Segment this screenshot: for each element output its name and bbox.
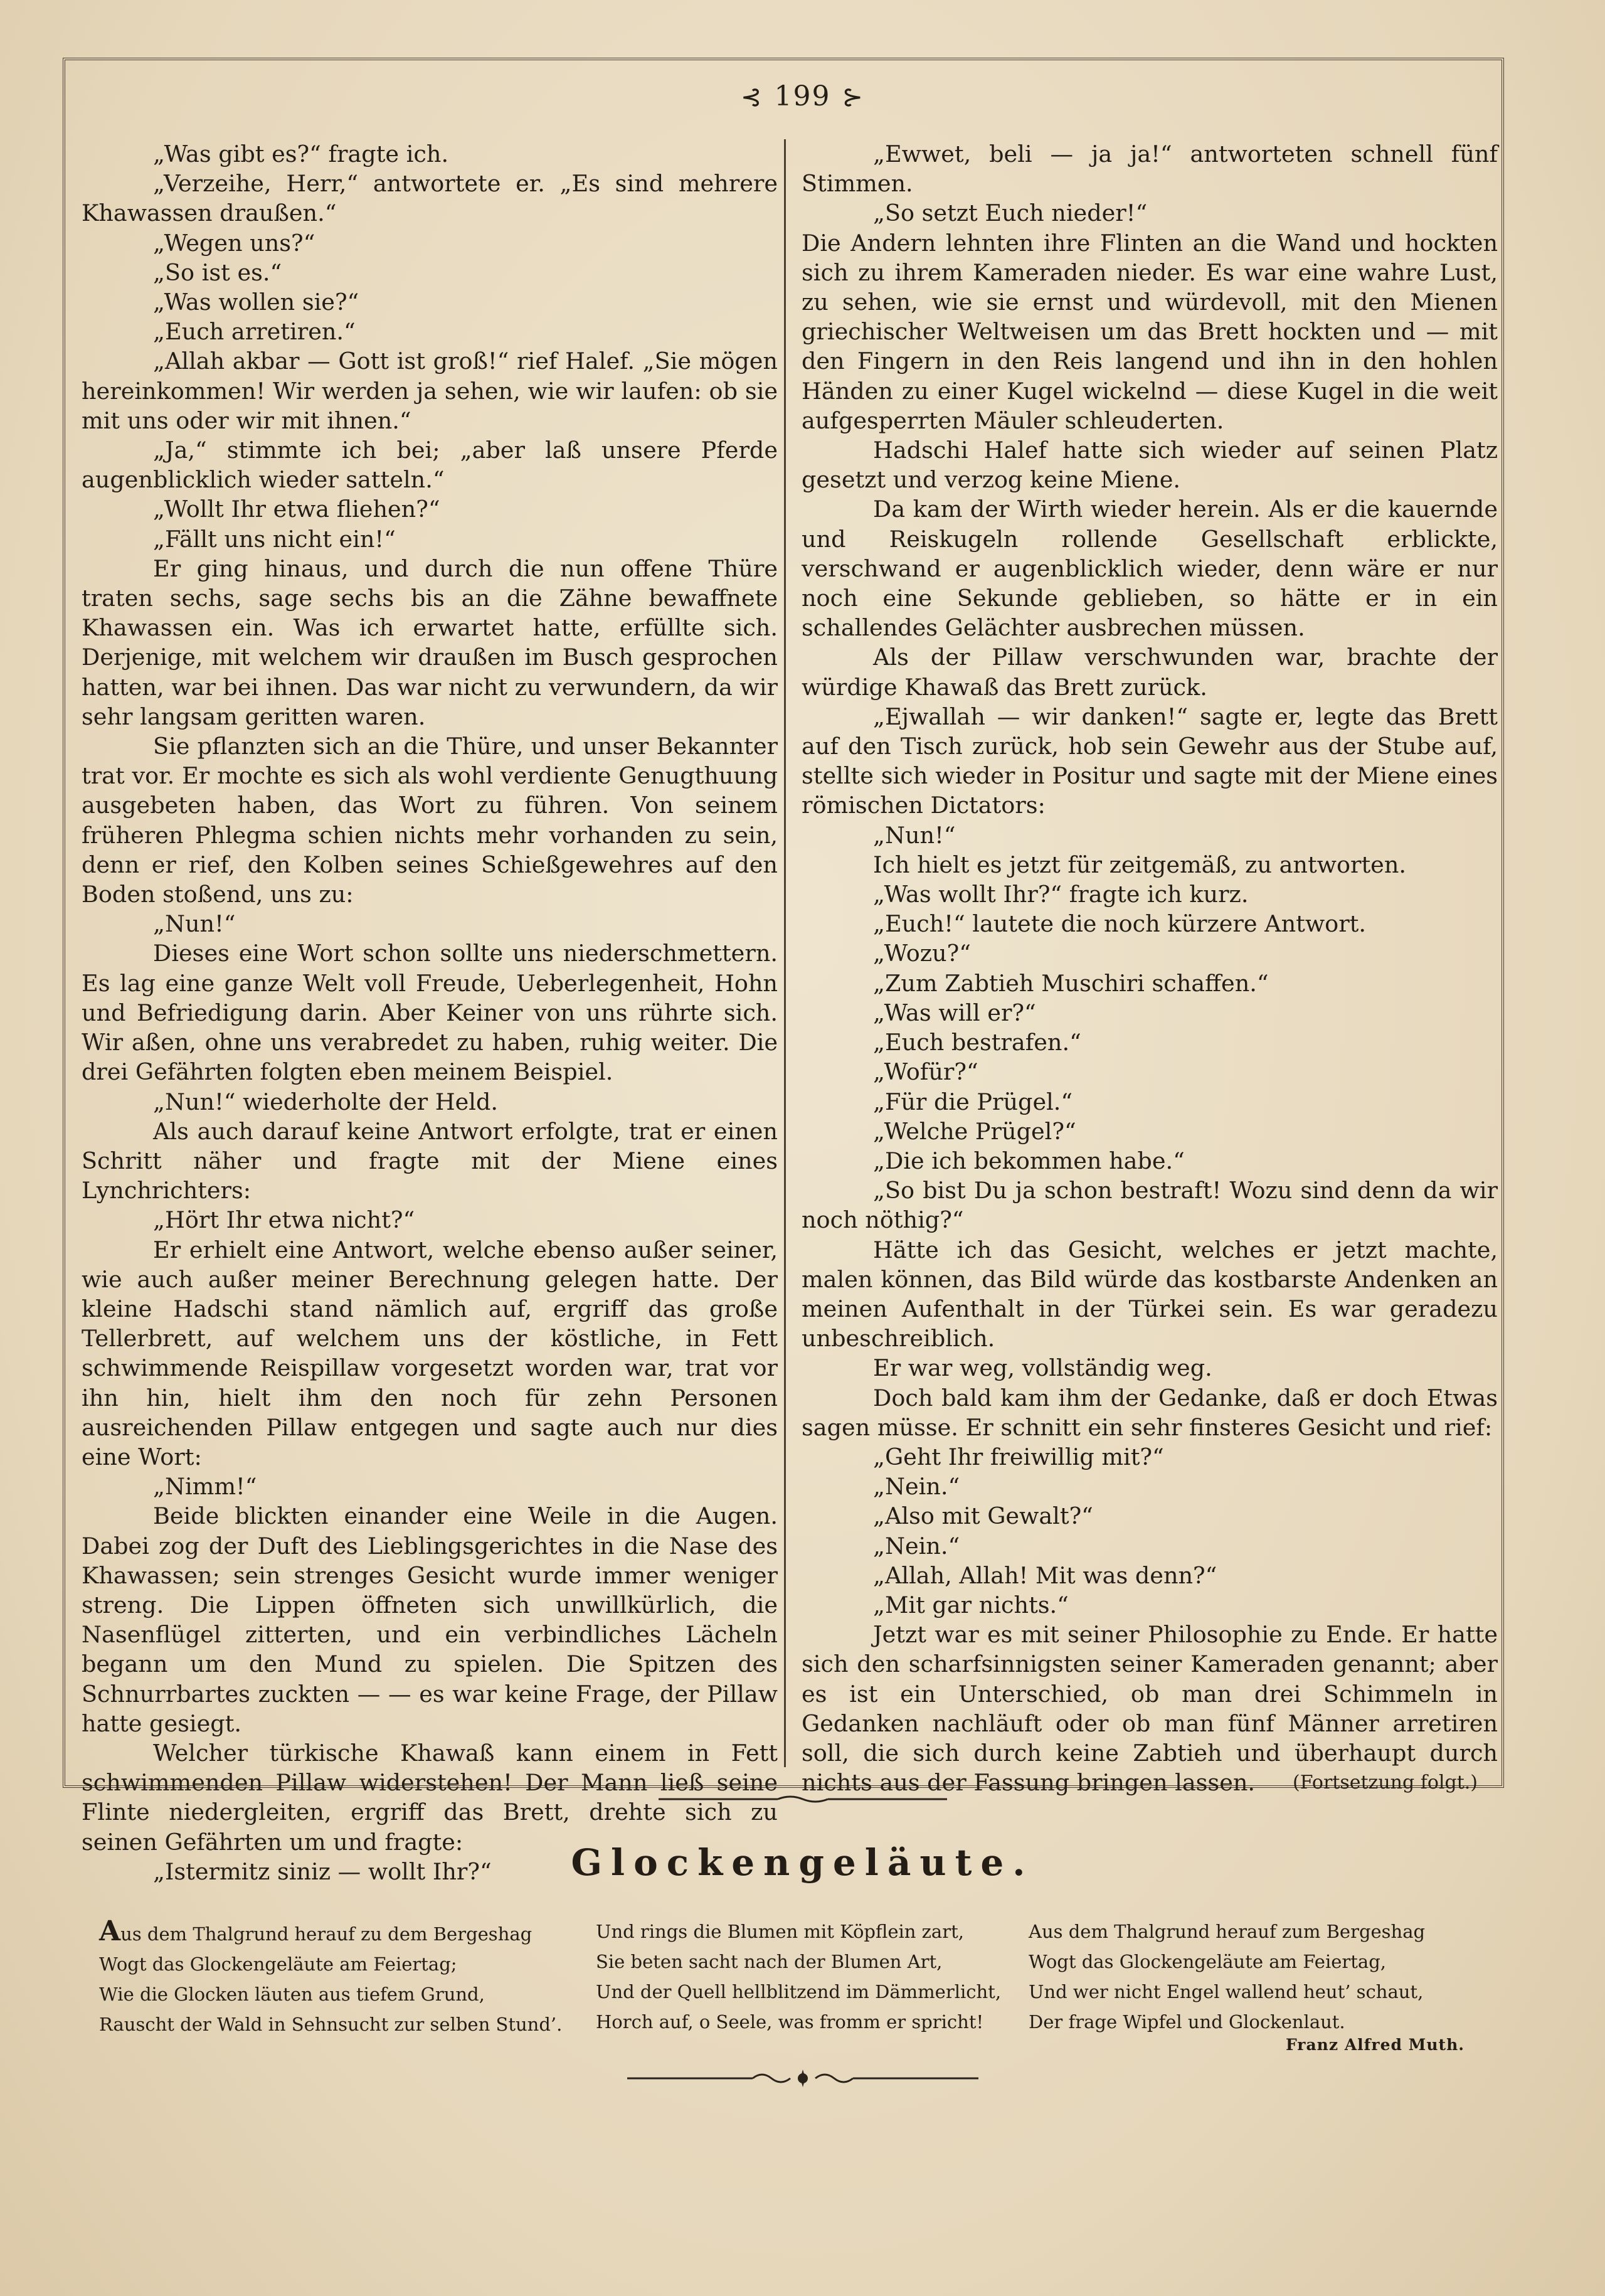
- paragraph: Sie pflanzten sich an die Thüre, und unser Bekannter trat vor. Er mochte es sich als wohl verdiente Genugthuung ausgebeten haben, das Wort zu führen. Von seinem früheren Phlegma schien nichts mehr vorhanden zu sein, denn er rief, den Kolben seines Schießgewehres auf den Boden stoßend, uns zu:: [82, 733, 778, 908]
- paragraph: „Was wollen sie?“: [153, 289, 359, 316]
- poem-line: Wogt das Glockengeläute am Feiertag;: [99, 1953, 457, 1975]
- paragraph: „Euch!“ lautete die noch kürzere Antwort.: [873, 910, 1367, 938]
- paragraph: „Zum Zabtieh Muschiri schaffen.“: [873, 969, 1269, 997]
- paragraph: „Nimm!“: [153, 1473, 257, 1501]
- paragraph: „Allah, Allah! Mit was denn?“: [873, 1561, 1217, 1589]
- paragraph: „Welche Prügel?“: [873, 1117, 1076, 1145]
- poem-line: [99, 1916, 562, 1949]
- poem-line: Wie die Glocken läuten aus tiefem Grund,: [99, 1984, 485, 2005]
- paragraph: Welcher türkische Khawaß kann einem in Fett schwimmenden Pillaw widerstehen! Der Mann ließ seine Flinte niedergleiten, ergriff das Brett, drehte sich zu seinen Gefährten um und fragte:: [82, 1739, 778, 1856]
- paragraph: „Euch arretiren.“: [153, 318, 356, 346]
- paragraph: „Allah akbar — Gott ist groß!“ rief Halef. „Sie mögen hereinkommen! Wir werden ja sehen, wie wir laufen: ob sie mit uns oder wir mit ihnen.“: [82, 348, 778, 434]
- paragraph: „Nein.“: [873, 1473, 960, 1501]
- paragraph: „Istermitz siniz — wollt Ihr?“: [153, 1858, 492, 1885]
- continuation-note: (Fortsetzung folgt.): [1293, 1772, 1478, 1794]
- paragraph: „Geht Ihr freiwillig mit?“: [873, 1443, 1164, 1470]
- paragraph: Er erhielt eine Antwort, welche ebenso außer seiner, wie auch außer meiner Berechnung gelegen hatte. Der kleine Hadschi stand nämlich auf, ergriff das große Tellerbrett, auf welchem uns der köstliche, in Fett schwimmende Reispillaw vorgesetzt worden war, trat vor ihn hin, hielt ihm den noch für zehn Personen ausreichenden Pillaw entgegen und sagte auch nur dies eine Wort:: [82, 1236, 778, 1470]
- right-ornament-icon: ⊱: [842, 83, 864, 112]
- paragraph: „Nun!“ wiederholte der Held.: [153, 1088, 499, 1115]
- poem-title: Glockengeläute.: [571, 1841, 1034, 1884]
- left-column: [82, 139, 778, 1886]
- paragraph: Hadschi Halef hatte sich wieder auf seinen Platz gesetzt und verzog keine Miene.: [802, 437, 1498, 494]
- poem-line: Horch auf, o Seele, was fromm er spricht!: [596, 2011, 984, 2033]
- paragraph: „So bist Du ja schon bestraft! Wozu sind denn da wir noch nöthig?“: [802, 1177, 1498, 1234]
- paragraph: „Was will er?“: [873, 999, 1036, 1026]
- paragraph: Ich hielt es jetzt für zeitgemäß, zu antworten.: [873, 851, 1407, 878]
- paragraph: Da kam der Wirth wieder herein. Als er die kauernde und Reiskugeln rollende Gesellschaft erblickte, verschwand er augenblicklich wieder, denn wäre er nur noch eine Sekunde geblieben, so hätte er in ein schallendes Gelächter ausbrechen müssen.: [802, 496, 1498, 642]
- paragraph: Die Andern lehnten ihre Flinten an die Wand und hockten sich zu ihrem Kameraden nieder. Es war eine wahre Lust, zu sehen, wie sie ernst und würdevoll, mit den Mienen griechischer Weltweisen um das Brett hockten und — mit den Fingern in den Reis langend und ihn in den hohlen Händen zu einer Kugel wickelnd — diese Kugel in die weit aufgesperrten Mäuler schleuderten.: [802, 229, 1498, 434]
- poem-line: Und wer nicht Engel wallend heut’ schaut,: [1029, 1981, 1424, 2002]
- poem-line-text: us dem Thalgrund herauf zu dem Bergeshag: [120, 1923, 532, 1945]
- paragraph: Dieses eine Wort schon sollte uns niederschmettern. Es lag eine ganze Welt voll Freude, Ueberlegenheit, Hohn und Befriedigung darin. Aber Keiner von uns rührte sich. Wir aßen, ohne uns verabredet zu haben, ruhig weiter. Die drei Gefährten folgten eben meinem Beispiel.: [82, 940, 778, 1086]
- poem-line: Und der Quell hellblitzend im Dämmerlicht,: [596, 1981, 1002, 2002]
- paragraph: „Wofür?“: [873, 1058, 978, 1086]
- paragraph: Doch bald kam ihm der Gedanke, daß er doch Etwas sagen müsse. Er schnitt ein sehr finsteres Gesicht und rief:: [802, 1384, 1498, 1441]
- page-number: 199: [774, 80, 831, 112]
- closing-ornament-icon: [627, 2067, 978, 2090]
- paragraph: Er war weg, vollständig weg.: [873, 1354, 1212, 1382]
- section-divider-top: [659, 1793, 947, 1805]
- paragraph: „Mit gar nichts.“: [873, 1591, 1069, 1618]
- paragraph: „Also mit Gewalt?“: [873, 1502, 1093, 1530]
- running-head: [0, 80, 1605, 112]
- paragraph: „Verzeihe, Herr,“ antwortete er. „Es sind mehrere Khawassen draußen.“: [82, 170, 778, 227]
- paragraph: „Für die Prügel.“: [873, 1088, 1073, 1115]
- paragraph: „Nun!“: [873, 821, 956, 849]
- paragraph: Als auch darauf keine Antwort erfolgte, trat er einen Schritt näher und fragte mit der Miene eines Lynchrichters:: [82, 1117, 778, 1204]
- poem-line: Rauscht der Wald in Sehnsucht zur selben Stund’.: [99, 2014, 563, 2035]
- paragraph: Beide blickten einander eine Weile in die Augen. Dabei zog der Duft des Lieblingsgerichtes in die Nase des Khawassen; sein strenges Gesicht wurde immer weniger streng. Die Lippen öffneten sich unwillkürlich, die Nasenflügel zitterten, und ein verbindliches Lächeln begann um den Mund zu spielen. Die Spitzen des Schnurrbartes zuckten — — es war keine Frage, der Pillaw hatte gesiegt.: [82, 1502, 778, 1737]
- column-divider: [784, 139, 786, 1767]
- poem-line: Aus dem Thalgrund herauf zum Bergeshag: [1029, 1921, 1426, 1942]
- paragraph: „Die ich bekommen habe.“: [873, 1147, 1185, 1174]
- poem-stanza-2: [596, 1916, 1001, 2037]
- paragraph: „So setzt Euch nieder!“: [873, 199, 1148, 227]
- paragraph: „Was wollt Ihr?“ fragte ich kurz.: [873, 881, 1249, 908]
- paragraph: „Euch bestrafen.“: [873, 1029, 1081, 1056]
- paragraph: Hätte ich das Gesicht, welches er jetzt machte, malen können, das Bild würde das kostbarste Andenken an meinen Aufenthalt in der Türkei sein. Es war geradezu unbeschreiblich.: [802, 1236, 1498, 1353]
- paragraph: „Nun!“: [153, 910, 236, 938]
- left-ornament-icon: ⊰: [740, 83, 763, 112]
- paragraph: „Wozu?“: [873, 940, 971, 967]
- paragraph: Als der Pillaw verschwunden war, brachte der würdige Khawaß das Brett zurück.: [802, 644, 1498, 701]
- paragraph: „Nein.“: [873, 1532, 960, 1560]
- poem-author: Franz Alfred Muth.: [1286, 2036, 1465, 2054]
- paragraph: „Fällt uns nicht ein!“: [153, 525, 396, 553]
- poem-line: Der frage Wipfel und Glockenlaut.: [1029, 2011, 1345, 2033]
- poem-line: Und rings die Blumen mit Köpflein zart,: [596, 1921, 964, 1942]
- paragraph: „Hört Ihr etwa nicht?“: [153, 1206, 415, 1234]
- paragraph: „Wegen uns?“: [153, 229, 315, 257]
- paragraph: „Wollt Ihr etwa fliehen?“: [153, 496, 440, 523]
- poem-stanza-1: [99, 1916, 562, 2039]
- paragraph: „So ist es.“: [153, 258, 282, 286]
- drop-cap: A: [99, 1915, 121, 1947]
- paragraph: Er ging hinaus, und durch die nun offene Thüre traten sechs, sage sechs bis an die Zähne bewaffnete Khawassen ein. Was ich erwartet hatte, erfüllte sich. Derjenige, mit welchem wir draußen im Busch gesprochen hatten, war bei ihnen. Das war nicht zu verwundern, da wir sehr langsam geritten waren.: [82, 555, 778, 730]
- paragraph: Jetzt war es mit seiner Philosophie zu Ende. Er hatte sich den scharfsinnigsten seiner Kameraden genannt; aber es ist ein Unterschied, ob man drei Schimmeln in Gedanken nachläuft oder ob man fünf Männer arretiren soll, die sich durch keine Zabtieh und überhaupt durch nichts aus der Fassung bringen lassen.: [802, 1621, 1498, 1797]
- paragraph: „Ewwet, beli — ja ja!“ antworteten schnell fünf Stimmen.: [802, 141, 1498, 198]
- paragraph: „Ejwallah — wir danken!“ sagte er, legte das Brett auf den Tisch zurück, hob sein Gewehr aus der Stube auf, stellte sich wieder in Positur und sagte mit der Miene eines römischen Dictators:: [802, 703, 1498, 819]
- right-column: [802, 139, 1498, 1798]
- poem-line: Wogt das Glockengeläute am Feiertag,: [1029, 1951, 1386, 1972]
- paragraph: „Ja,“ stimmte ich bei; „aber laß unsere Pferde augenblicklich wieder satteln.“: [82, 437, 778, 494]
- poem-line: Sie beten sacht nach der Blumen Art,: [596, 1951, 943, 1972]
- poem-stanza-3: [1029, 1916, 1425, 2037]
- paragraph: „Was gibt es?“ fragte ich.: [153, 141, 449, 167]
